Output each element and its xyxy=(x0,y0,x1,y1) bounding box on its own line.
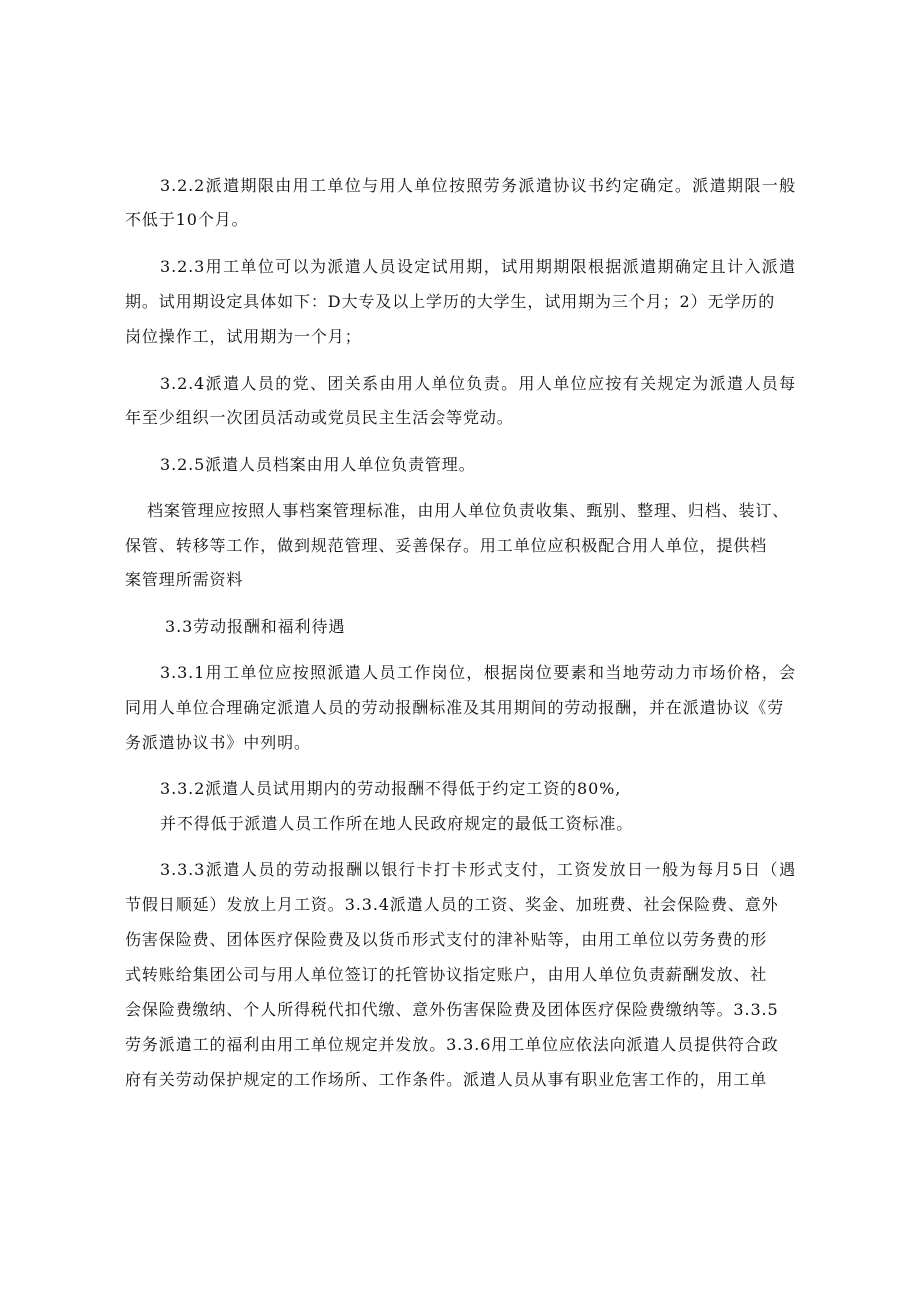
text-line: 3.2.5派遣人员档案由用人单位负责管理。 xyxy=(160,455,476,474)
text-line: 3.3.2派遣人员试用期内的劳动报酬不得低于约定工资的80%, xyxy=(160,779,622,798)
text-line: 式转账给集团公司与用人单位签订的托管协议指定账户，由用人单位负责薪酬发放、社 xyxy=(125,965,768,984)
text-line: 劳务派遣工的福利由用工单位规定并发放。3.3.6用工单位应依法向派遣人员提供符合政 xyxy=(125,1035,779,1054)
text-line: 伤害保险费、团体医疗保险费及以货币形式支付的津补贴等，由用工单位以劳务费的形 xyxy=(125,930,768,949)
text-line: 府有关劳动保护规定的工作场所、工作条件。派遣人员从事有职业危害工作的，用工单 xyxy=(125,1070,768,1089)
text-line: 3.3.1用工单位应按照派遣人员工作岗位，根据岗位要素和当地劳动力市场价格，会 xyxy=(160,663,796,682)
text-line: 期。试用期设定具体如下：D大专及以上学历的大学生，试用期为三个月；2）无学历的 xyxy=(125,292,776,311)
section-heading: 3.3劳动报酬和福利待遇 xyxy=(165,617,346,636)
text-line: 会保险费缴纳、个人所得税代扣代缴、意外伤害保险费及团体医疗保险费缴纳等。3.3.5 xyxy=(125,1000,779,1019)
text-line: 年至少组织一次团员活动或党员民主生活会等党动。 xyxy=(125,408,514,427)
text-line: 保管、转移等工作，做到规范管理、妥善保存。用工单位应积极配合用人单位，提供档 xyxy=(125,536,768,555)
text-line: 档案管理应按照人事档案管理标准，由用人单位负责收集、甄别、整理、归档、装订、 xyxy=(147,501,790,520)
text-line: 岗位操作工，试用期为一个月； xyxy=(125,327,362,346)
text-line: 同用人单位合理确定派遣人员的劳动报酬标准及其用期间的劳动报酬，并在派遣协议《劳 xyxy=(125,698,785,717)
text-line: 并不得低于派遣人员工作所在地人民政府规定的最低工资标准。 xyxy=(160,814,634,833)
text-line: 务派遣协议书》中列明。 xyxy=(125,733,311,752)
text-line: 3.2.3用工单位可以为派遣人员设定试用期，试用期期限根据派遣期确定且计入派遣 xyxy=(160,257,796,276)
text-line: 3.2.4派遣人员的党、团关系由用人单位负责。用人单位应按有关规定为派遣人员每 xyxy=(160,374,796,393)
text-line: 3.2.2派遣期限由用工单位与用人单位按照劳务派遣协议书约定确定。派遣期限一般 xyxy=(160,176,796,195)
text-line: 节假日顺延）发放上月工资。3.3.4派遣人员的工资、奖金、加班费、社会保险费、意外 xyxy=(125,895,779,914)
text-line: 案管理所需资料 xyxy=(125,570,244,589)
text-line: 3.3.3派遣人员的劳动报酬以银行卡打卡形式支付，工资发放日一般为每月5日（遇 xyxy=(160,860,796,879)
text-line: 不低于10个月。 xyxy=(125,210,249,229)
